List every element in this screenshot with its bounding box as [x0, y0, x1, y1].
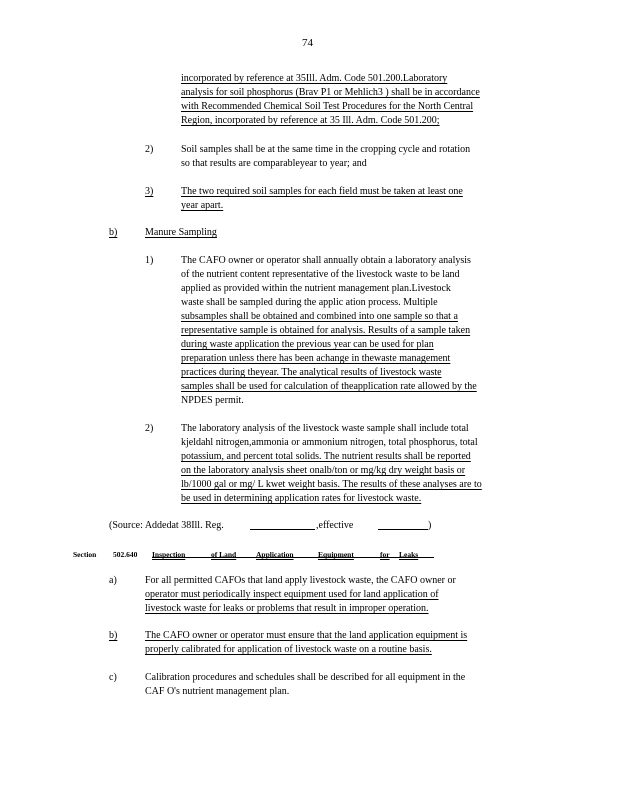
subsection-line: properly calibrated for application of livestock waste on a routine basis. [145, 644, 432, 655]
subsection-letter: a) [109, 575, 117, 586]
section-heading-underline [152, 556, 434, 558]
source-prefix: (Source: Addedat 38Ill. Reg. [109, 520, 224, 531]
subsection-letter: c) [109, 672, 117, 683]
item-line: kjeldahl nitrogen,ammonia or ammonium nitrogen, total phosphorus, total [181, 437, 478, 448]
subsection-line: CAF O's nutrient management plan. [145, 686, 290, 697]
item-line: representative sample is obtained for analysis. Results of a sample taken [181, 325, 471, 336]
subsection-line: Calibration procedures and schedules shall be described for all equipment in the [145, 672, 466, 683]
item-line: year apart. [181, 200, 224, 211]
item-line: on the laboratory analysis sheet onalb/ton or mg/kg dry weight basis or [181, 465, 466, 476]
item-line: be used in determining application rates for livestock waste. [181, 493, 422, 504]
section-letter: b) [109, 227, 118, 238]
item-line: The laboratory analysis of the livestock waste sample shall include total [181, 423, 469, 434]
item-number: 1) [145, 255, 154, 266]
item-line: subsamples shall be obtained and combined into one sample so that a [181, 311, 458, 322]
subsection-line: operator must periodically inspect equipment used for land application of [145, 589, 439, 600]
section-heading: Manure Sampling [145, 227, 217, 238]
para-line: analysis for soil phosphorus (Brav P1 or Mehlich3 ) shall be in accordance [181, 87, 480, 98]
item-line: preparation unless there has been achange in thewaste management [181, 353, 451, 364]
section-title-word: Leaks [399, 550, 419, 559]
item-line: of the nutrient content representative of the livestock waste to be land [181, 269, 460, 280]
para-line: Region, incorporated by reference at 35 Ill. Adm. Code 501.200; [181, 115, 440, 126]
source-close: ) [428, 520, 432, 531]
subsection-line: The CAFO owner or operator must ensure that the land application equipment is [145, 630, 468, 641]
section-title-word: for [380, 550, 390, 559]
item-line: applied as provided within the nutrient management plan.Livestock [181, 283, 451, 294]
para-line: with Recommended Chemical Soil Test Procedures for the North Central [181, 101, 474, 112]
section-title-word: of Land [211, 550, 237, 559]
item-line: potassium, and percent total solids. The nutrient results shall be reported [181, 451, 471, 462]
item-line: practices during theyear. The analytical results of livestock waste [181, 367, 442, 378]
item-number: 2) [145, 144, 154, 155]
item-number: 3) [145, 186, 154, 197]
item-line: so that results are comparableyear to year; and [181, 158, 367, 169]
item-line: The two required soil samples for each field must be taken at least one [181, 186, 463, 197]
source-blank-reg [250, 519, 315, 530]
subsection-line: livestock waste for leaks or problems that result in improper operation. [145, 603, 429, 614]
item-line: lb/1000 gal or mg/ L kwet weight basis. The results of these analyses are to [181, 479, 482, 490]
section-label: Section [73, 550, 97, 559]
item-line: The CAFO owner or operator shall annually obtain a laboratory analysis [181, 255, 471, 266]
subsection-line: For all permitted CAFOs that land apply livestock waste, the CAFO owner or [145, 575, 456, 586]
source-effective: ,effective [316, 520, 354, 531]
item-line: Soil samples shall be at the same time in the cropping cycle and rotation [181, 144, 471, 155]
page-number: 74 [302, 37, 313, 49]
section-title-word: Application [256, 550, 294, 559]
item-number: 2) [145, 423, 154, 434]
item-line: waste shall be sampled during the applic ation process. Multiple [181, 297, 438, 308]
source-blank-date [378, 519, 428, 530]
section-title-word: Inspection [152, 550, 186, 559]
section-title-word: Equipment [318, 550, 354, 559]
item-line: samples shall be used for calculation of theapplication rate allowed by the [181, 381, 477, 392]
subsection-letter: b) [109, 630, 118, 641]
item-line: NPDES permit. [181, 395, 244, 406]
para-line: incorporated by reference at 35Ill. Adm. Code 501.200.Laboratory [181, 73, 448, 84]
item-line: during waste application the previous year can be used for plan [181, 339, 434, 350]
section-number: 502.640 [113, 550, 138, 559]
